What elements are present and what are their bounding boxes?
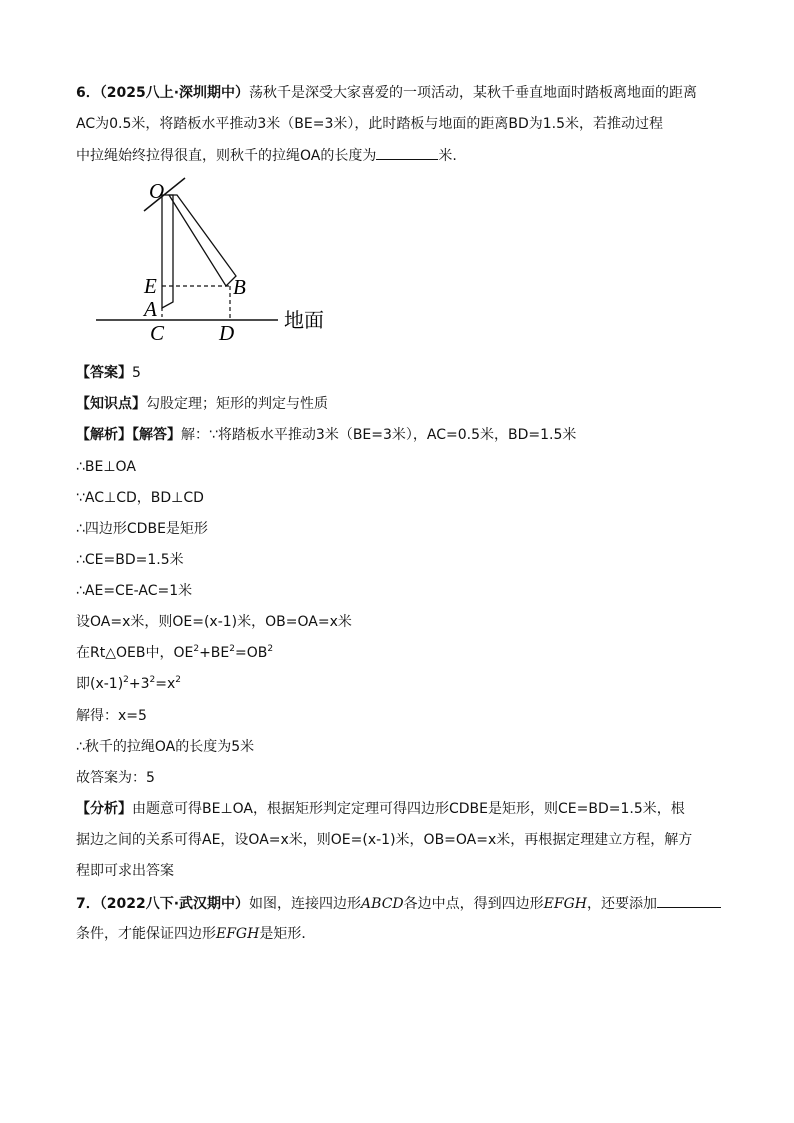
label-o: O — [149, 179, 165, 203]
q7-text-5: 是矩形． — [259, 926, 316, 942]
q6-text-3: 中拉绳始终拉得很直，则秋千的拉绳OA的长度为 — [76, 148, 377, 164]
summary-text-1: 由题意可得BE⊥OA，根据矩形判定定理可得四边形CDBE是矩形，则CE=BD=1.5米，根 — [132, 801, 685, 817]
answer-line — [76, 363, 141, 383]
summary-line-2: 据边之间的关系可得AE，设OA=x米，则OE=(x-1)米，OB=OA=x米，再根据定理建立方程，解方 — [76, 832, 693, 848]
q6-text-3-end: 米. — [438, 148, 457, 164]
eq-text-3: =x — [155, 676, 176, 692]
conclusion-line: ∴秋千的拉绳OA的长度为5米 — [76, 739, 255, 755]
knowledge-text: 勾股定理；矩形的判定与性质 — [146, 396, 328, 412]
knowledge-line — [76, 394, 328, 414]
rt-text-2: +BE — [199, 645, 230, 661]
square-exponent: 2 — [193, 644, 200, 654]
analysis-step: ∴CE=BD=1.5米 — [76, 552, 184, 568]
analysis-step: ∵AC⊥CD，BD⊥CD — [76, 490, 204, 506]
rt-text-3: =OB — [234, 645, 268, 661]
swing-diagram — [92, 176, 342, 348]
summary-line-1 — [76, 799, 685, 819]
q7-efgh: EFGH — [543, 896, 587, 912]
q7-text-1: 如图，连接四边形 — [249, 896, 362, 912]
summary-line-3: 程即可求出答案 — [76, 863, 174, 879]
q7-text-2: 各边中点，得到四边形 — [403, 896, 544, 912]
square-exponent: 2 — [267, 644, 274, 654]
q7-number: 7． — [76, 896, 100, 912]
q7-line-1 — [76, 893, 721, 914]
analysis-line-first — [76, 425, 576, 445]
analysis-step: ∴BE⊥OA — [76, 459, 136, 475]
pythagoras-line — [76, 643, 273, 663]
analysis-step: ∴四边形CDBE是矩形 — [76, 521, 208, 537]
q7-abcd: ABCD — [361, 896, 404, 912]
q7-efgh-2: EFGH — [216, 926, 260, 942]
square-exponent: 2 — [175, 675, 182, 685]
equation-line — [76, 674, 181, 694]
square-exponent: 2 — [229, 644, 235, 654]
square-exponent: 2 — [123, 675, 129, 685]
label-c: C — [150, 321, 165, 345]
label-e: E — [144, 274, 157, 298]
q6-line-2: AC为0.5米，将踏板水平推动3米（BE=3米），此时踏板与地面的距离BD为1.5米，若推动过程 — [76, 116, 664, 132]
label-b: B — [233, 275, 246, 299]
square-exponent: 2 — [149, 675, 156, 685]
rt-text-1: 在Rt△OEB中，OE — [76, 645, 194, 661]
q7-text-3: ，还要添加 — [586, 896, 657, 912]
q6-text-1: 荡秋千是深受大家喜爱的一项活动，某秋千垂直地面时踏板离地面的距离 — [249, 85, 698, 101]
analysis-first: 解：∵将踏板水平推动3米（BE=3米），AC=0.5米，BD=1.5米 — [181, 427, 577, 443]
analysis-step: 设OA=x米，则OE=(x-1)米，OB=OA=x米 — [76, 614, 352, 630]
pushed-swing — [169, 195, 236, 286]
eq-text-2: +3 — [128, 676, 150, 692]
q6-number: 6． — [76, 85, 100, 101]
label-d: D — [219, 321, 235, 345]
q7-answer-blank[interactable] — [657, 893, 721, 908]
final-line: 故答案为：5 — [76, 770, 155, 786]
answer-blank[interactable] — [376, 145, 438, 160]
q7-text-4: 条件，才能保证四边形 — [76, 926, 216, 942]
q7-line-2 — [76, 924, 315, 944]
analysis-step: ∴AE=CE-AC=1米 — [76, 583, 193, 599]
eq-text-1: 即(x-1) — [76, 676, 124, 692]
analysis-tag: 【解析】 — [76, 427, 132, 443]
answer-value: 5 — [132, 365, 141, 381]
q6-source: （2025八上·深圳期中） — [99, 85, 250, 101]
summary-tag: 【分析】 — [76, 801, 132, 817]
analysis-subtag: 【解答】 — [132, 427, 181, 443]
solve-line: 解得：x=5 — [76, 708, 147, 724]
q6-line-3 — [76, 145, 457, 166]
ground-label: 地面 — [284, 308, 324, 332]
answer-tag: 【答案】 — [76, 365, 132, 381]
q7-source: （2022八下·武汉期中） — [99, 896, 250, 912]
vertical-swing — [162, 195, 173, 308]
knowledge-tag: 【知识点】 — [76, 396, 146, 412]
label-a: A — [144, 297, 157, 321]
q6-line-1 — [76, 83, 697, 103]
